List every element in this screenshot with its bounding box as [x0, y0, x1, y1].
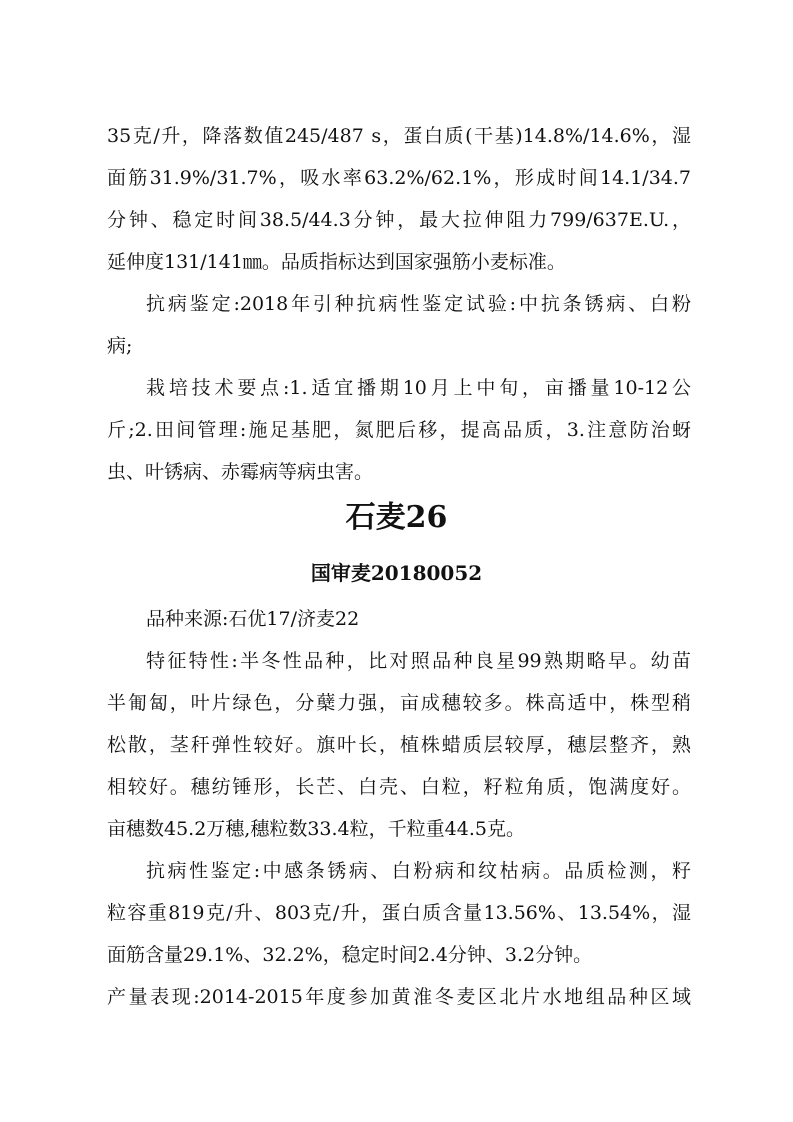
text-line: 延伸度131/141㎜。品质指标达到国家强筋小麦标准。 [107, 251, 566, 273]
text-line: 斤;2.田间管理:施足基肥，氮肥后移，提高品质，3.注意防治蚜 [107, 419, 691, 441]
text-line: 面筋含量29.1%、32.2%，稳定时间2.4分钟、3.2分钟。 [107, 944, 593, 966]
text-line: 松散，茎秆弹性较好。旗叶长，植株蜡质层较厚，穗层整齐，熟 [107, 734, 691, 756]
text-line: 粒容重819克/升、803克/升，蛋白质含量13.56%、13.54%，湿 [107, 902, 691, 924]
variety-source: 品种来源:石优17/济麦22 [146, 608, 360, 630]
text-line: 35克/升，降落数值245/487 s，蛋白质(干基)14.8%/14.6%，湿 [107, 125, 691, 147]
text-line: 栽培技术要点:1.适宜播期10月上中旬，亩播量10-12公 [146, 377, 691, 399]
text-line: 亩穗数45.2万穗,穗粒数33.4粒，千粒重44.5克。 [107, 818, 525, 840]
text-line: 虫、叶锈病、赤霉病等病虫害。 [107, 461, 374, 483]
text-line: 抗病性鉴定:中感条锈病、白粉病和纹枯病。品质检测，籽 [146, 860, 691, 882]
text-line: 半匍匐，叶片绿色，分蘖力强，亩成穗较多。株高适中，株型稍 [107, 692, 691, 714]
text-line: 抗病鉴定:2018年引种抗病性鉴定试验:中抗条锈病、白粉 [146, 293, 691, 315]
approval-number: 国审麦20180052 [310, 561, 483, 585]
text-line: 面筋31.9%/31.7%，吸水率63.2%/62.1%，形成时间14.1/34.7 [107, 167, 691, 189]
text-line: 特征特性:半冬性品种，比对照品种良星99熟期略早。幼苗 [146, 650, 691, 672]
variety-title: 石麦26 [345, 500, 448, 535]
text-line: 相较好。穗纺锤形，长芒、白壳、白粒，籽粒角质，饱满度好。 [107, 776, 691, 798]
text-line: 分钟、稳定时间38.5/44.3分钟，最大拉伸阻力799/637E.U.， [107, 209, 691, 231]
text-line: 产量表现:2014-2015年度参加黄淮冬麦区北片水地组品种区域 [107, 986, 691, 1008]
text-line: 病; [107, 335, 133, 357]
